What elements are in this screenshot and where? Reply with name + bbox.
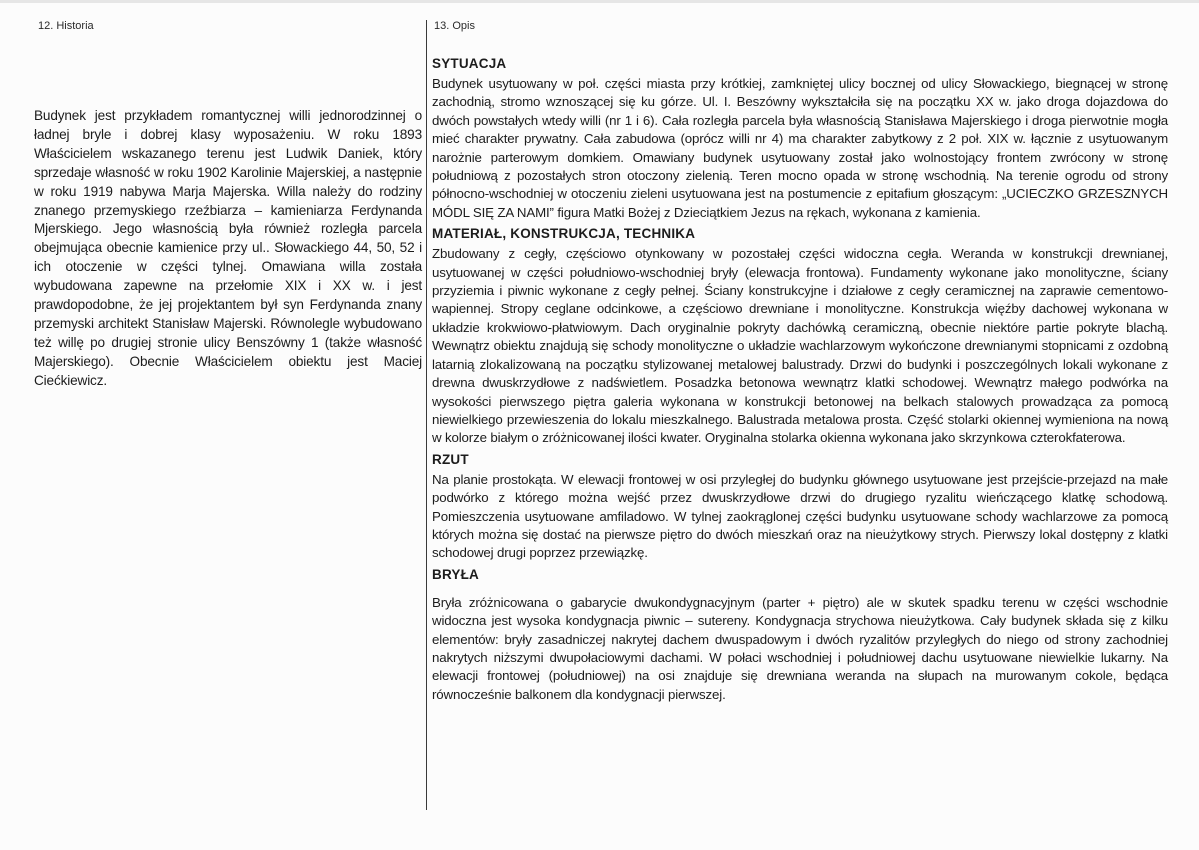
- section-title: SYTUACJA: [432, 56, 507, 71]
- section-bryla: [430, 567, 1168, 704]
- section-text: Zbudowany z cegły, częściowo otynkowany w pozostałej części widoczna cegła. Weranda w konstrukcji drewnianej, usytuowanej w części południowo-wschodniej bryły (elewacja frontowa). Fundamenty wykonane jako monolityczne, ściany przyziemia i piwnic wykonane z cegły pełnej. Ściany konstrukcyjne i działowe z cegły ceramicznej na zaprawie cementowo-wapiennej. Stropy ceglane odcinkowe, a częściowo drewniane i monolityczne. Konstrukcja więźby dachowej wykonana w układzie krokwiowo-płatwiowym. Dach oryginalnie pokryty dachówką ceramiczną, obecnie niektóre partie pokryte blachą. Wewnątrz obiektu znajdują się schody monolityczne o układzie wachlarzowym wykończone drewnianymi stopnicami z ozdobną latarnią zlokalizowaną na początku stylizowanej metalowej balustrady. Drzwi do budynki i poszczególnych lokali wykonane z drewna dwuskrzydłowe z nadświetlem. Posadzka betonowa wewnątrz klatki schodowej. Wewnątrz małego podwórka na wysokości pierwszego piętra galeria wykonana w konstrukcji betonowej na belkach stalowych prowadząca za pomocą niewielkiego przewieszenia do lokalu mieszkalnego. Balustrada metalowa prosta. Część stolarki okiennej wymieniona na nową w kolorze białym o zróżnicowanej ilości kwater. Oryginalna stolarka okienna wykonana jako skrzynkowa czterokfaterowa.: [432, 246, 1168, 446]
- section-text: Budynek usytuowany w poł. części miasta przy krótkiej, zamkniętej ulicy bocznej od ulicy Słowackiego, biegnącej w stronę zachodnią, stromo wznoszącej się ku górze. Ul. I. Beszówny wykształciła się na początku XX w. jako droga dojazdowa do dwóch powstałych wtedy willi (nr 1 i 6). Cała rozległa parcela była własnością Stanisława Majerskiego i droga pierwotnie mogła mieć charakter prywatny. Cała zabudowa (oprócz willi nr 4) ma charakter zabytkowy z 2 poł. XIX w. łącznie z usytuowanym narożnie parterowym domkiem. Omawiany budynek usytuowany został jako wolnostojący frontem zwrócony w stronę południową z pozostałych stron otoczony zielenią. Teren mocno opada w stronę wschodnią. Na terenie ogrodu od strony północno-wschodniej w otoczeniu zieleni usytuowana jest na postumencie z epitafium głoszącym: „UCIECZKO GRZESZNYCH MÓDL SIĘ ZA NAMI” figura Matki Bożej z Dzieciątkiem Jezus na rękach, wykonana z kamienia.: [432, 76, 1168, 220]
- history-column: [34, 20, 422, 391]
- section-sytuacja: [430, 56, 1168, 222]
- section-material: [430, 226, 1168, 447]
- section-title: MATERIAŁ, KONSTRUKCJA, TECHNIKA: [432, 226, 696, 242]
- description-header: 13. Opis: [434, 20, 475, 32]
- history-text: Budynek jest przykładem romantycznej willi jednorodzinnej o ładnej bryle i dobrej klasy wyposażeniu. W roku 1893 Właścicielem wskazanego terenu jest Ludwik Daniek, który sprzedaje własność w roku 1902 Karolinie Majerskiej, a następnie w roku 1919 nabywa Marja Majerska. Willa należy do rodziny znanego przemyskiego rzeźbiarza – kamieniarza Ferdynanda Mjerskiego. Jego własnością była również rozległa parcela obejmująca obecnie kamienice przy ul.. Słowackiego 44, 50, 52 i ich otoczenie w części tylnej. Omawiana willa została wybudowana zapewne na przełomie XIX i XX w. i jest prawdopodobne, że jej projektantem był syn Ferdynanda znany przemyski architekt Stanisław Majerski. Równolegle wybudowano też willę po drugiej stronie ulicy Benszówny 1 (także własność Majerskiego). Obecnie Właścicielem obiektu jest Maciej Ciećkiewicz.: [34, 108, 422, 388]
- section-rzut: [430, 452, 1168, 563]
- column-divider: [426, 20, 427, 810]
- section-text: Na planie prostokąta. W elewacji frontowej w osi przyległej do budynku głównego usytuowane jest przejście-przejazd na małe podwórko z którego można wejść przez dwuskrzydłowe drzwi do drugiego ryzalitu wieńczącego klatkę schodową. Pomieszczenia usytuowane amfiladowo. W tylnej zaokrąglonej części budynku usytuowane schody wachlarzowe za pomocą których można się dostać na pierwsze piętro do dwóch mieszkań oraz na nieużytkowy strych. Pierwszy lokal dostępny z klatki schodowej drugi poprzez przewiązkę.: [432, 471, 1168, 561]
- section-title: RZUT: [432, 451, 469, 467]
- section-text: Bryła zróżnicowana o gabarycie dwukondygnacyjnym (parter + piętro) ale w skutek spadku terenu w części wschodnie widoczna jest wysoka kondygnacja piwnic – sutereny. Kondygnacja strychowa nieużytkowa. Cały budynek składa się z kilku elementów: bryły zasadniczej nakrytej dachem dwuspadowym i dwóch ryzalitów przyległych do niego od strony zachodniej nakrytych niższymi dwupołaciowymi dachami. W połaci wschodniej i południowej dachu usytuowane niewielkie lukarny. Na elewacji frontowej (południowej) na osi znajduje się drewniana weranda na słupach na murowanym cokole, będąca równocześnie balkonem dla kondygnacji pierwszej.: [432, 594, 1168, 702]
- description-column: [430, 20, 1168, 708]
- history-header: 12. Historia: [38, 20, 94, 32]
- section-title: BRYŁA: [432, 566, 479, 582]
